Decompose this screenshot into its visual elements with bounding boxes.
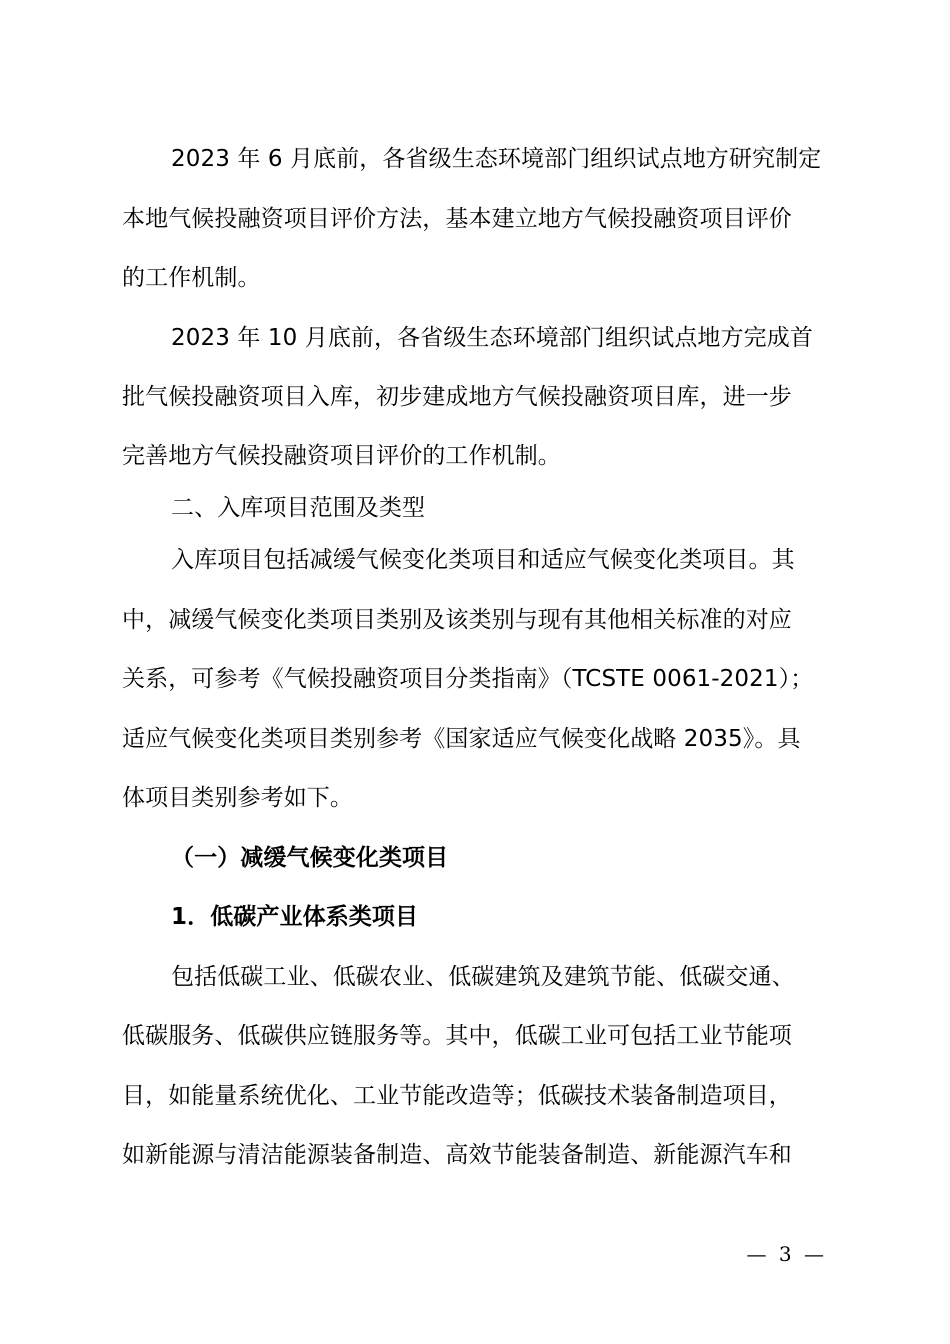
paragraph-line: 的工作机制。: [122, 265, 261, 291]
paragraph-line: 入库项目包括减缓气候变化类项目和适应气候变化类项目。其: [171, 547, 795, 573]
paragraph-line: 关系，可参考《气候投融资项目分类指南》（TCSTE 0061-2021）；: [122, 666, 814, 692]
paragraph-line: 完善地方气候投融资项目评价的工作机制。: [122, 443, 561, 469]
paragraph-line: 包括低碳工业、低碳农业、低碳建筑及建筑节能、低碳交通、: [171, 964, 795, 990]
subsection-heading: （一）减缓气候变化类项目: [171, 845, 449, 871]
paragraph-line: 体项目类别参考如下。: [122, 785, 353, 811]
paragraph-line: 适应气候变化类项目类别参考《国家适应气候变化战略 2035》。具: [122, 726, 801, 752]
paragraph-line: 2023 年 10 月底前，各省级生态环境部门组织试点地方完成首: [171, 325, 813, 351]
section-heading: 二、入库项目范围及类型: [171, 495, 426, 521]
paragraph-line: 中，减缓气候变化类项目类别及该类别与现有其他相关标准的对应: [122, 607, 792, 633]
paragraph-line: 低碳服务、低碳供应链服务等。其中，低碳工业可包括工业节能项: [122, 1023, 792, 1049]
paragraph-line: 批气候投融资项目入库，初步建成地方气候投融资项目库，进一步: [122, 384, 792, 410]
paragraph-line: 如新能源与清洁能源装备制造、高效节能装备制造、新能源汽车和: [122, 1142, 792, 1168]
paragraph-line: 目，如能量系统优化、工业节能改造等；低碳技术装备制造项目，: [122, 1083, 792, 1109]
paragraph-line: 2023 年 6 月底前，各省级生态环境部门组织试点地方研究制定: [171, 146, 822, 172]
item-heading: 1．低碳产业体系类项目: [171, 904, 419, 930]
paragraph-line: 本地气候投融资项目评价方法，基本建立地方气候投融资项目评价: [122, 206, 792, 232]
page-number: — 3 —: [746, 1242, 827, 1266]
